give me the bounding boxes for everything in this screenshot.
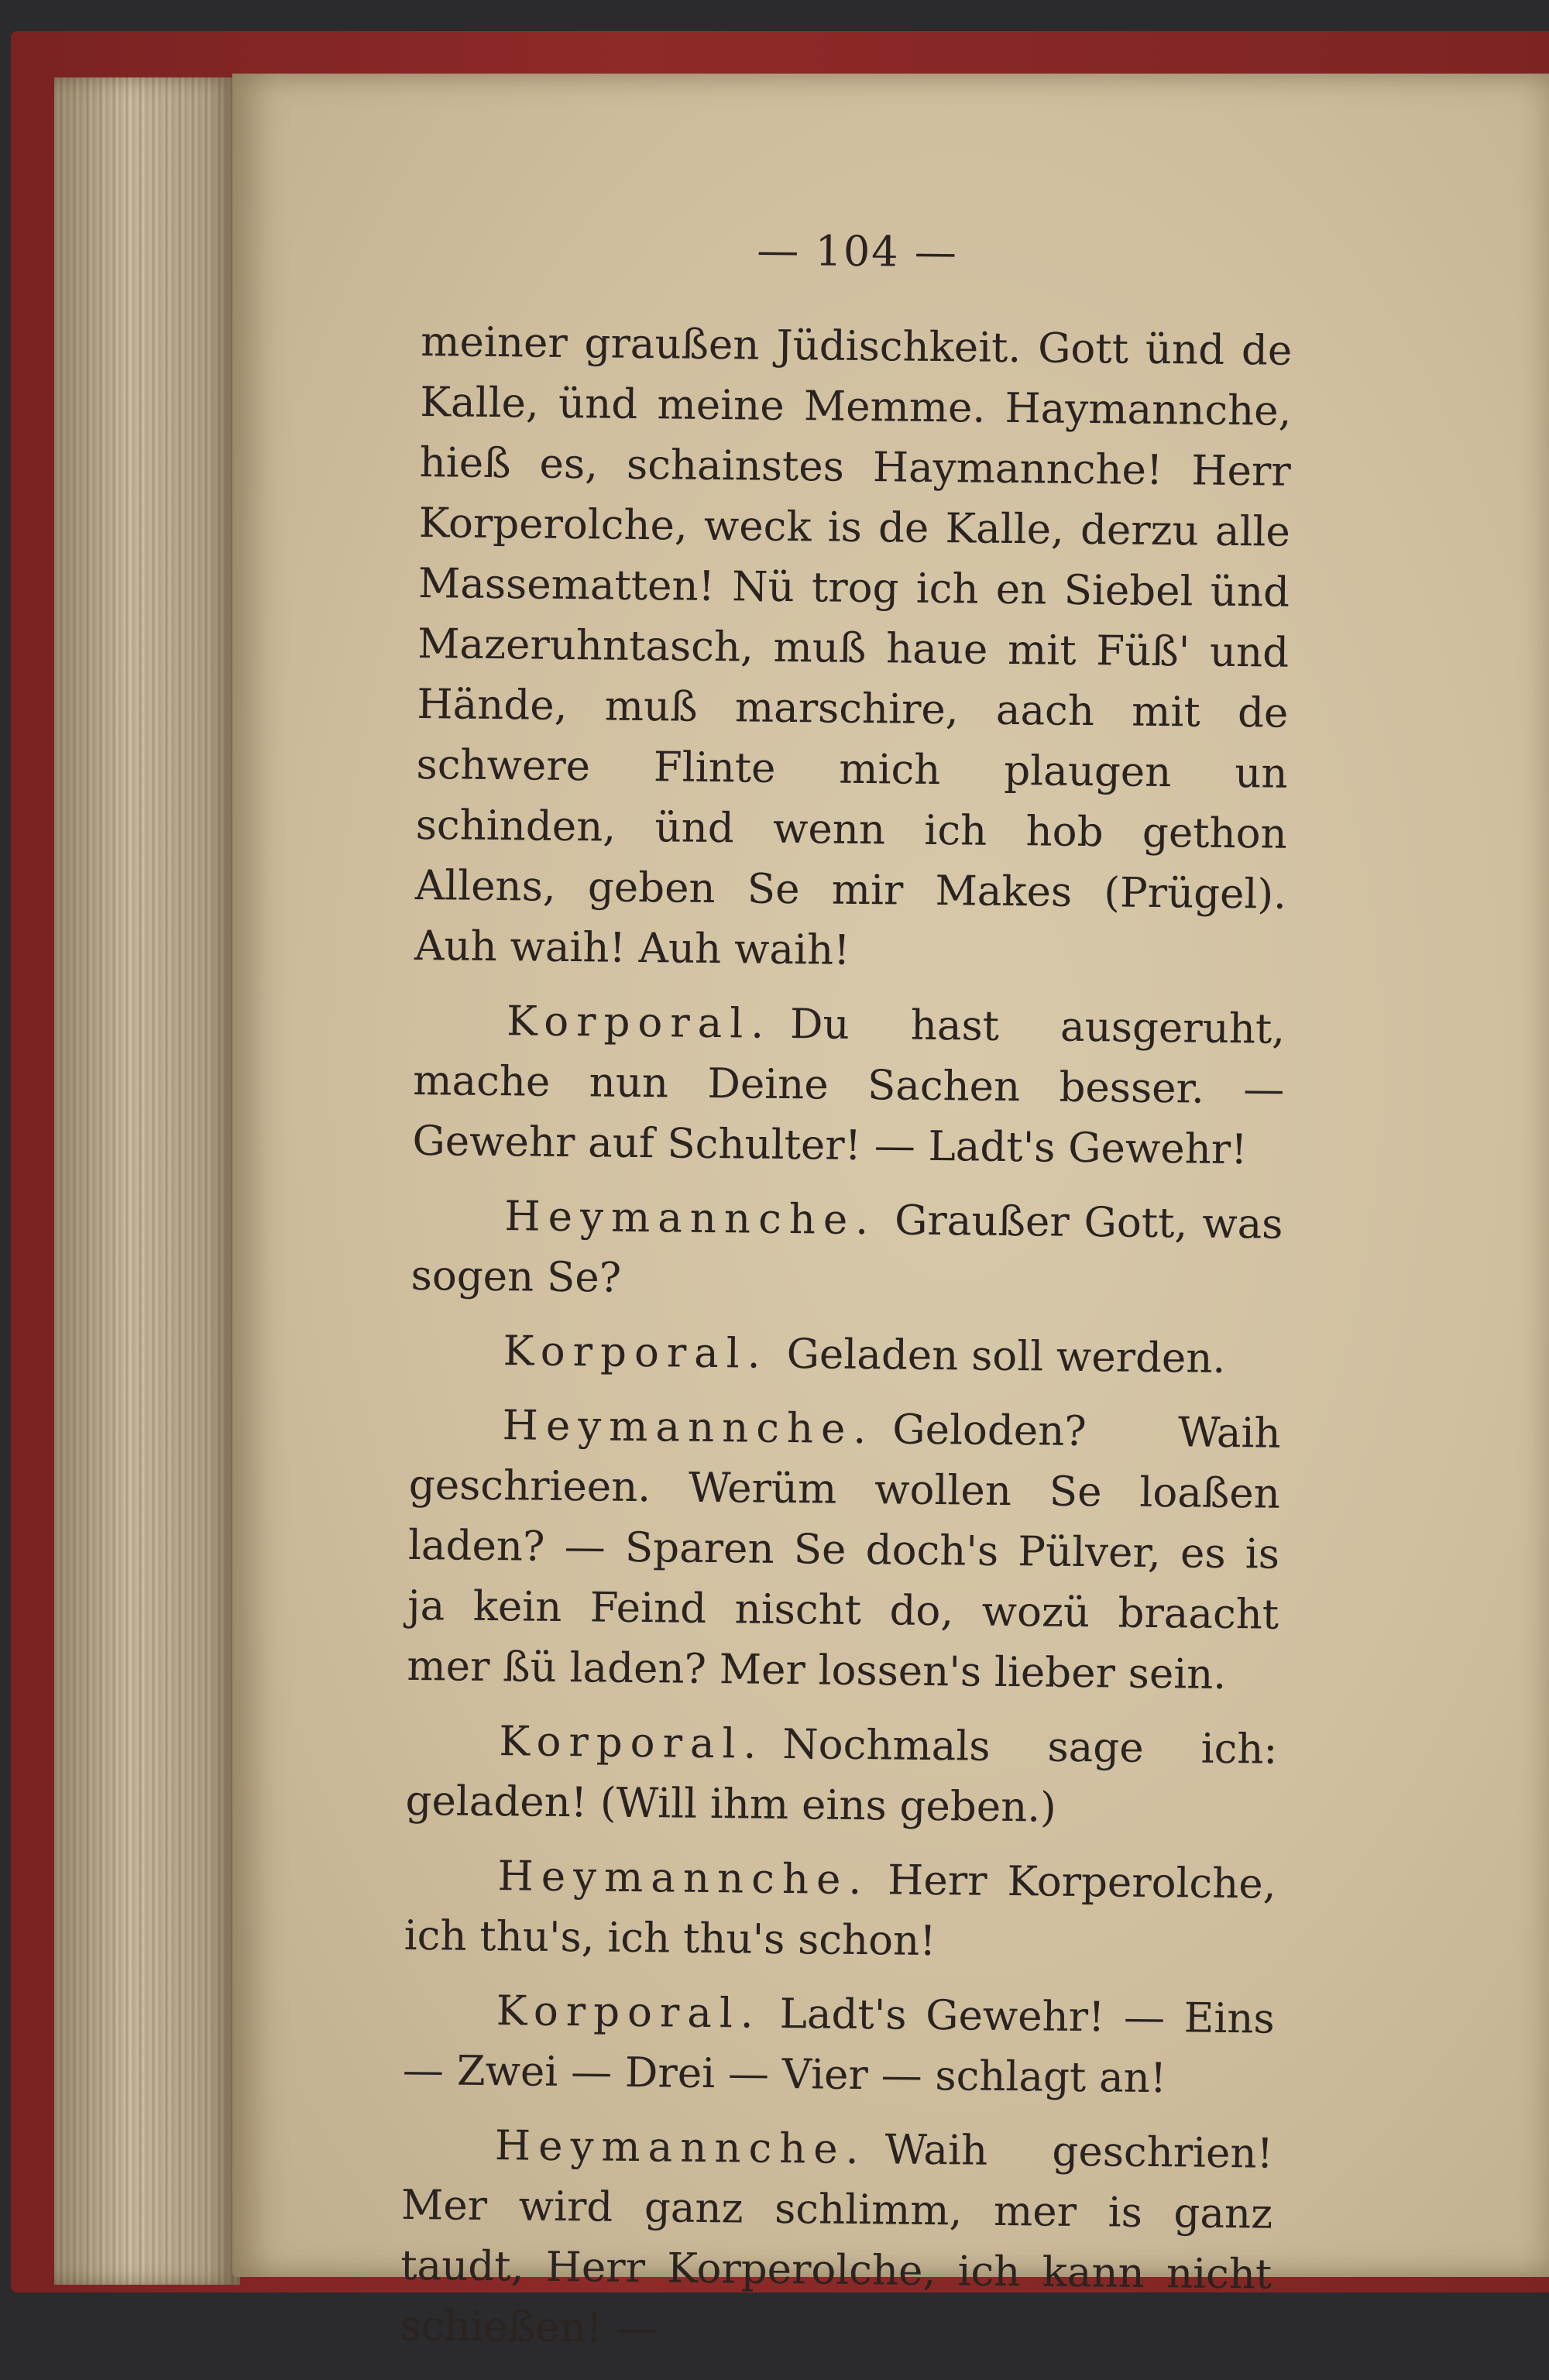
dialogue-text: Waih geschrien! Mer wird ganz schlimm, mer is ganz taudt, Herr Korperolche, ich kann nicht schießen! — (400, 2126, 1274, 2353)
speaker-name: Korporal. (503, 1327, 768, 1378)
book-page (232, 74, 1549, 2353)
paragraph-text: meiner graußen Jüdischkeit. Gott ünd de Kalle, ünd meine Memme. Haymannche, hieß es, schainstes Haymannche! Herr Korperolche, weck is de Kalle, derzu alle Massematten! Nü trog ich en Siebel ünd Mazeruhntasch, muß haue mit Füß' und Hände, muß marschire, aach mit de schwere Flinte mich plaugen un schinden, ünd wenn ich hob gethon Allens, geben Se mir Makes (Prügel). Auh waih! Auh waih! (414, 318, 1293, 974)
dialogue-line (400, 2115, 1273, 2366)
page-text-block (400, 217, 1293, 2380)
page-edges-shade (54, 77, 240, 2285)
dialogue-line (404, 1846, 1276, 1976)
dialogue-text: Herr Korperolche, ich thu's, ich thu's schon! (404, 1856, 1276, 1966)
speaker-name: Korporal. (496, 1987, 762, 2038)
paragraph (414, 312, 1293, 986)
speaker-name: Heymannche. (494, 2122, 867, 2174)
speaker-name: Korporal. (506, 998, 772, 1048)
dialogue-text: Du hast ausgeruht, mache nun Deine Sachen besser. — Gewehr auf Schulter! — Ladt's Gewehr! (412, 1001, 1286, 1174)
speaker-name: Heymannche. (497, 1853, 870, 1904)
dialogue-line (403, 1980, 1276, 2110)
page-number: — 104 — (757, 225, 959, 277)
dialogue-line (410, 1321, 1282, 1390)
dialogue-line (410, 1186, 1283, 1316)
dialogue-line (412, 991, 1285, 1181)
dialogue-text: Nochmals sage ich: geladen! (Will ihm eins geben.) (405, 1720, 1278, 1832)
speaker-name: Korporal. (499, 1718, 764, 1768)
dialogue-line (407, 1395, 1281, 1706)
dialogue-text: Geladen soll werden. (786, 1331, 1226, 1382)
speaker-name: Heymannche. (504, 1193, 877, 1245)
dialogue-line (405, 1711, 1278, 1841)
dialogue-text: Ladt's Gewehr! — Eins — Zwei — Drei — Vier — schlagt an! (402, 1990, 1276, 2103)
speaker-name: Heymannche. (502, 1402, 874, 1454)
dialogue-text: Graußer Gott, was sogen Se? (410, 1197, 1283, 1302)
dialogue-text: Geloden? Waih geschrieen. Werüm wollen Se loaßen laden? — Sparen Se doch's Pülver, es is ja kein Feind nischt do, wozü braacht mer ßü laden? Mer lossen's lieber sein. (407, 1406, 1281, 1698)
